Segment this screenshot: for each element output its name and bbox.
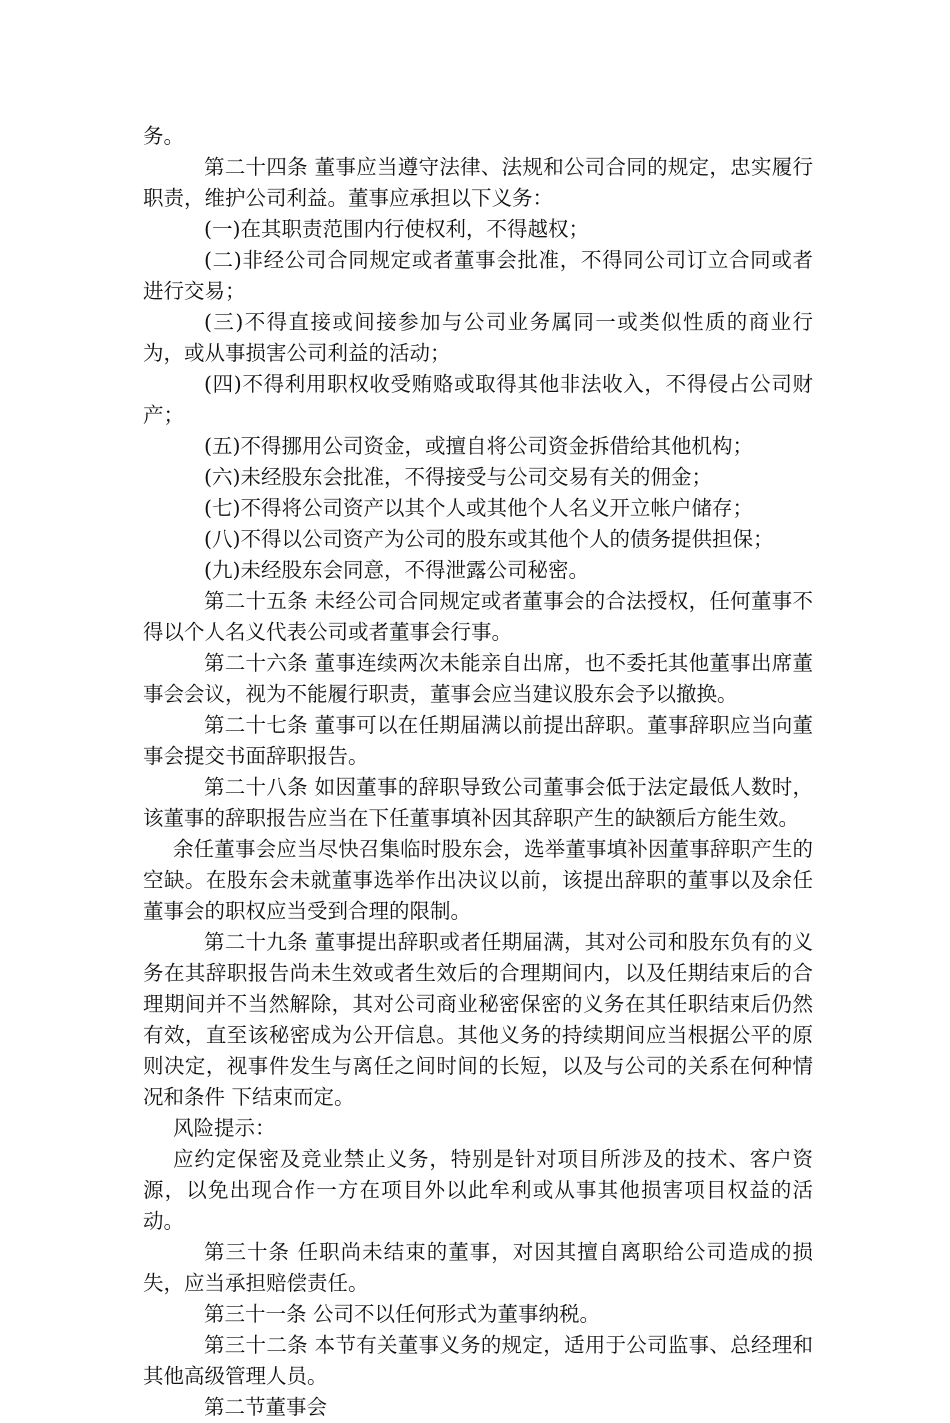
duty-item-3: (三)不得直接或间接参加与公司业务属同一或类似性质的商业行为，或从事损害公司利益的活动； bbox=[143, 310, 813, 365]
duty-item-7: (七)不得将公司资产以其个人或其他个人名义开立帐户储存； bbox=[204, 496, 753, 520]
section-heading: 第二节董事会 bbox=[204, 1395, 327, 1419]
duty-item-4: (四)不得利用职权收受贿赂或取得其他非法收入，不得侵占公司财产； bbox=[143, 372, 813, 427]
article-26: 第二十六条 董事连续两次未能亲自出席，也不委托其他董事出席董事会会议，视为不能履行职责，董事会应当建议股东会予以撤换。 bbox=[143, 651, 813, 706]
duty-item-2: (二)非经公司合同规定或者董事会批准，不得同公司订立合同或者进行交易； bbox=[143, 248, 813, 303]
duty-item-9: (九)未经股东会同意，不得泄露公司秘密。 bbox=[204, 558, 589, 582]
article-24: 第二十四条 董事应当遵守法律、法规和公司合同的规定，忠实履行职责，维护公司利益。董事应承担以下义务： bbox=[143, 155, 813, 210]
risk-notice-body: 应约定保密及竞业禁止义务，特别是针对项目所涉及的技术、客户资源，以免出现合作一方在项目外以此牟利或从事其他损害项目权益的活动。 bbox=[143, 1147, 813, 1233]
article-31: 第三十一条 公司不以任何形式为董事纳税。 bbox=[204, 1302, 601, 1326]
risk-notice-heading: 风险提示： bbox=[173, 1116, 276, 1140]
paragraph-continuation: 务。 bbox=[143, 124, 184, 148]
article-29: 第二十九条 董事提出辞职或者任期届满，其对公司和股东负有的义务在其辞职报告尚未生效或者生效后的合理期间内，以及任期结束后的合理期间并不当然解除，其对公司商业秘密保密的义务在其任职结束后仍然有效，直至该秘密成为公开信息。其他义务的持续期间应当根据公平的原则决定，视事件发生与离任之间时间的长短，以及与公司的关系在何种情况和条件 下结束而定。 bbox=[143, 930, 813, 1109]
duty-item-8: (八)不得以公司资产为公司的股东或其他个人的债务提供担保； bbox=[204, 527, 774, 551]
article-25: 第二十五条 未经公司合同规定或者董事会的合法授权，任何董事不得以个人名义代表公司或者董事会行事。 bbox=[143, 589, 813, 644]
duty-item-5: (五)不得挪用公司资金，或擅自将公司资金拆借给其他机构； bbox=[204, 434, 753, 458]
article-32: 第三十二条 本节有关董事义务的规定，适用于公司监事、总经理和其他高级管理人员。 bbox=[143, 1333, 813, 1388]
duty-item-6: (六)未经股东会批准，不得接受与公司交易有关的佣金； bbox=[204, 465, 712, 489]
document-page bbox=[143, 121, 813, 1423]
article-28-supplement: 余任董事会应当尽快召集临时股东会，选举董事填补因董事辞职产生的空缺。在股东会未就董事选举作出决议以前，该提出辞职的董事以及余任董事会的职权应当受到合理的限制。 bbox=[143, 837, 813, 923]
duty-item-1: (一)在其职责范围内行使权利，不得越权； bbox=[204, 217, 589, 241]
article-27: 第二十七条 董事可以在任期届满以前提出辞职。董事辞职应当向董事会提交书面辞职报告。 bbox=[143, 713, 813, 768]
article-28: 第二十八条 如因董事的辞职导致公司董事会低于法定最低人数时，该董事的辞职报告应当在下任董事填补因其辞职产生的缺额后方能生效。 bbox=[143, 775, 813, 830]
article-30: 第三十条 任职尚未结束的董事，对因其擅自离职给公司造成的损失，应当承担赔偿责任。 bbox=[143, 1240, 813, 1295]
